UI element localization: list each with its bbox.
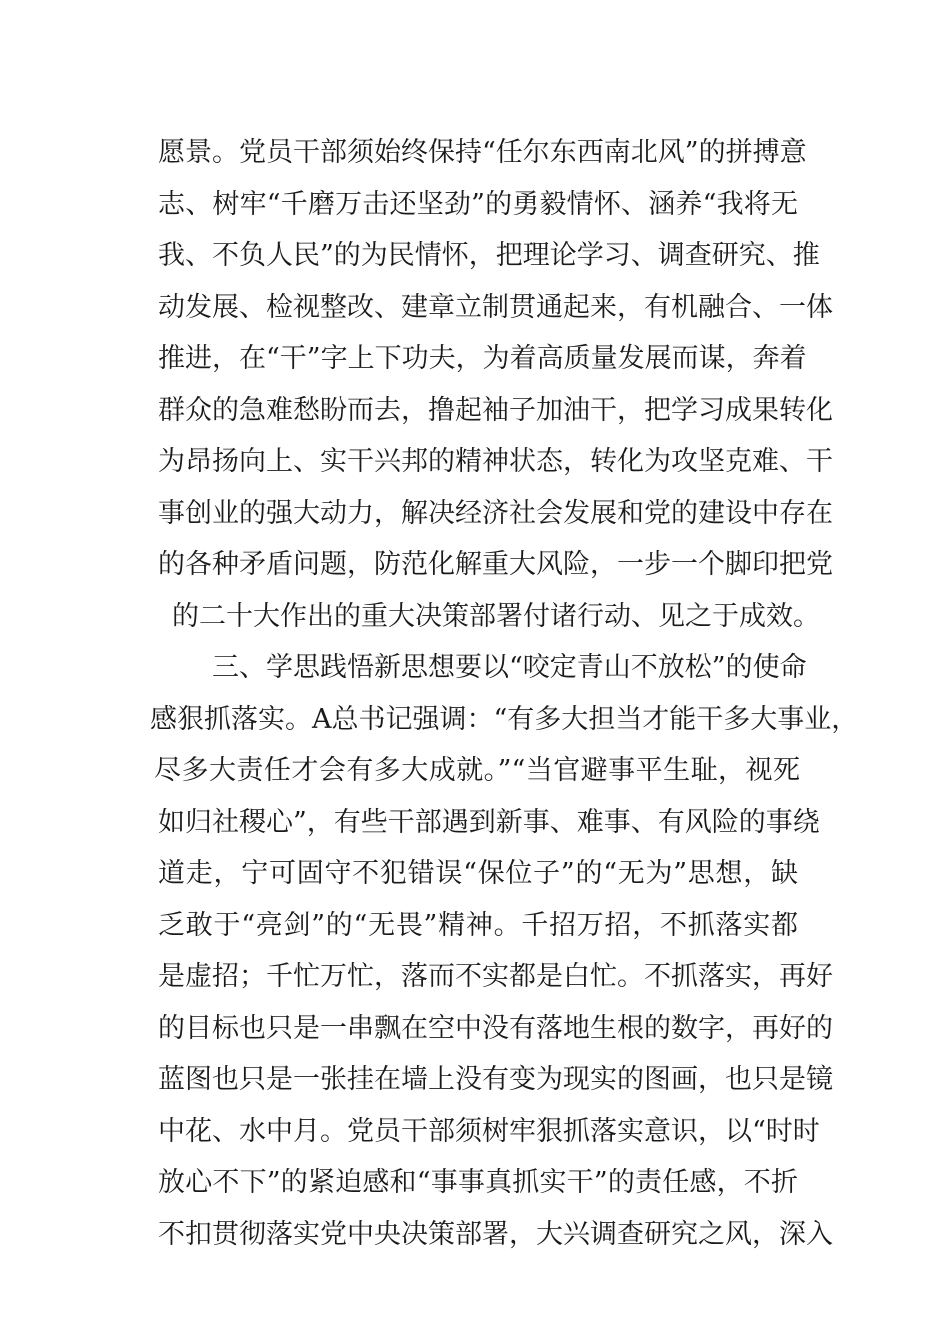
paragraph-1-line-7: 为昂扬向上、实干兴邦的精神状态，转化为攻坚克难、干 <box>158 446 833 477</box>
paragraph-2-line-9: 蓝图也只是一张挂在墙上没有变为现实的图画，也只是镜 <box>158 1064 833 1095</box>
paragraph-1-line-3: 我、不负人民”的为民情怀，把理论学习、调查研究、推 <box>158 240 820 271</box>
paragraph-1-line-1: 愿景。党员干部须始终保持“任尔东西南北风”的拼搏意 <box>158 137 807 168</box>
paragraph-1-line-10: 的二十大作出的重大决策部署付诸行动、见之于成效。 <box>172 601 820 632</box>
paragraph-2-line-12: 不扣贯彻落实党中央决策部署，大兴调查研究之风，深入 <box>158 1219 833 1250</box>
paragraph-1-line-5: 推进，在“干”字上下功夫，为着高质量发展而谋，奔着 <box>158 343 807 374</box>
paragraph-2-line-2: 感狠抓落实。A总书记强调：“有多大担当才能干多大事业， <box>150 704 859 735</box>
paragraph-2-line-1: 三、学思践悟新思想要以“咬定青山不放松”的使命 <box>212 652 807 683</box>
paragraph-2-line-11: 放心不下”的紧迫感和“事事真抓实干”的责任感，不折 <box>158 1167 798 1198</box>
paragraph-2-line-8: 的目标也只是一串飘在空中没有落地生根的数字，再好的 <box>158 1013 833 1044</box>
paragraph-2-line-5: 道走，宁可固守不犯错误“保位子”的“无为”思想，缺 <box>158 858 798 889</box>
paragraph-1-line-9: 的各种矛盾问题，防范化解重大风险，一步一个脚印把党 <box>158 549 833 580</box>
paragraph-1-line-4: 动发展、检视整改、建章立制贯通起来，有机融合、一体 <box>158 292 833 323</box>
paragraph-2-line-7: 是虚招；千忙万忙，落而不实都是白忙。不抓落实，再好 <box>158 961 833 992</box>
paragraph-2-line-6: 乏敢于“亮剑”的“无畏”精神。千招万招，不抓落实都 <box>158 910 798 941</box>
paragraph-1-line-2: 志、树牢“千磨万击还坚劲”的勇毅情怀、涵养“我将无 <box>158 189 798 220</box>
paragraph-2-line-4: 如归社稷心”，有些干部遇到新事、难事、有风险的事绕 <box>158 807 820 838</box>
paragraph-1-line-8: 事创业的强大动力，解决经济社会发展和党的建设中存在 <box>158 498 833 529</box>
paragraph-1-line-6: 群众的急难愁盼而去，撸起袖子加油干，把学习成果转化 <box>158 395 833 426</box>
paragraph-2-line-10: 中花、水中月。党员干部须树牢狠抓落实意识，以“时时 <box>158 1116 820 1147</box>
paragraph-2-line-3: 尽多大责任才会有多大成就。”“当官避事平生耻，视死 <box>154 755 800 786</box>
